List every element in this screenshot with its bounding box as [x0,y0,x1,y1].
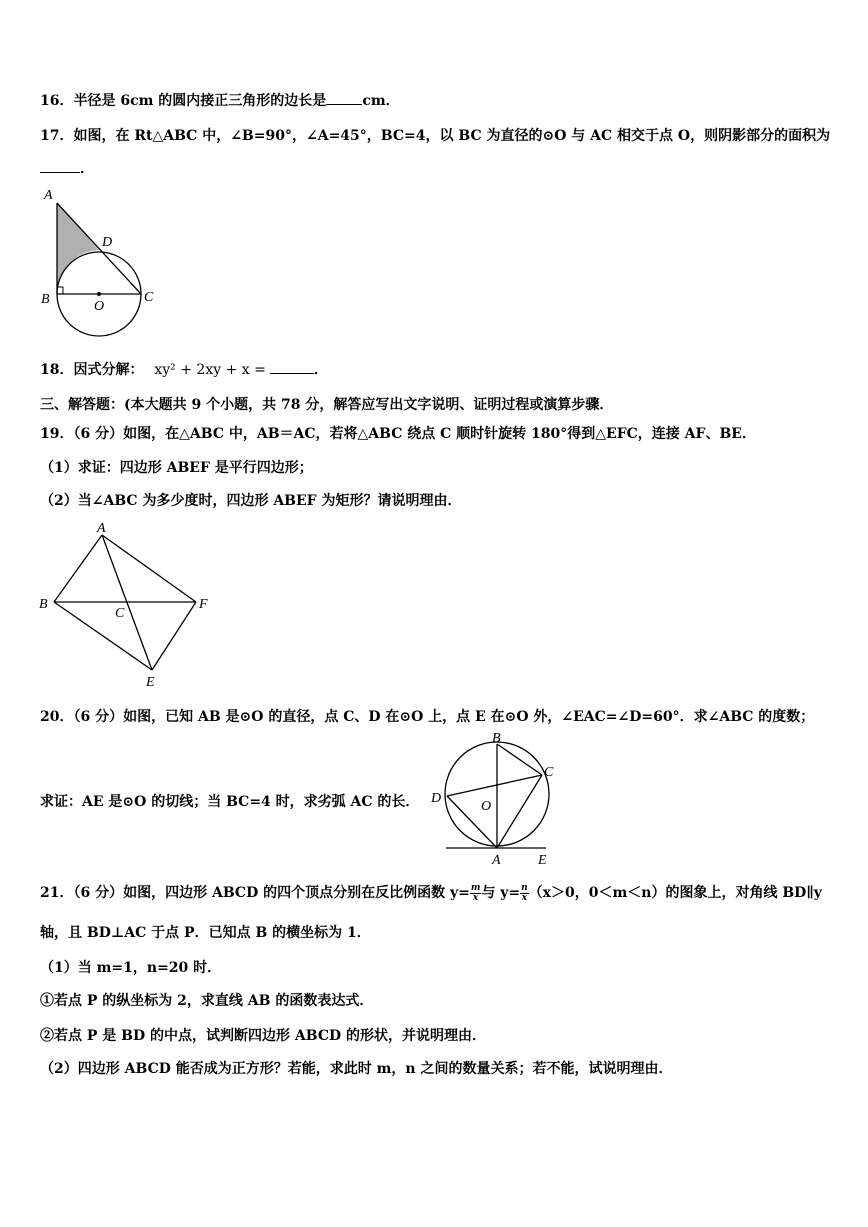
question-19-part1: （1）求证：四边形 ABEF 是平行四边形； [40,460,313,476]
label-b: B [41,292,50,307]
q18-prefix: 18．因式分解： [40,362,144,378]
section-3-heading: 三、解答题：(本大题共 9 个小题，共 78 分，解答应写出文字说明、证明过程或演算步骤． [40,397,614,413]
label-e: E [146,675,155,690]
q21-stem-a: 21．（6 分）如图，四边形 ABCD 的四个顶点分别在反比例函数 y= [40,885,470,901]
q18-suffix: ． [313,362,328,378]
question-20-stem: 20．（6 分）如图，已知 AB 是⊙O 的直径，点 C、D 在⊙O 上，点 E 在⊙O 外，∠EAC=∠D=60°．求∠ABC 的度数； [40,709,815,725]
q21-stem-b: 与 y= [481,885,521,901]
question-19-stem: 19．（6 分）如图，在△ABC 中，AB＝AC，若将△ABC 绕点 C 顺时针旋转 180°得到△EFC，连接 AF、BE． [40,426,756,442]
fraction-n-over-x: $\frac{n}{x}$ [521,882,528,903]
segment-ab [54,535,102,602]
q17-figure [38,183,168,343]
q16-text: 16．半径是 6cm 的圆内接正三角形的边长是 [40,93,327,109]
label-a: A [97,521,106,536]
question-18 [40,359,328,379]
label-c: C [144,290,154,305]
fraction-m-over-x: $\frac{m}{x}$ [470,882,481,903]
label-a: A [492,853,501,868]
label-a: A [44,188,53,203]
label-c: C [115,606,125,621]
label-d: D [102,235,113,250]
segment-dc [447,775,542,796]
q16-blank [326,104,362,105]
label-b: B [492,731,501,746]
label-d: D [431,791,442,806]
question-21-stem [40,882,822,903]
question-21-part1b: ②若点 P 是 BD 的中点，试判断四边形 ABCD 的形状，并说明理由． [40,1028,486,1044]
q18-blank [270,373,314,374]
question-21-part1a: ①若点 P 的纵坐标为 2，求直线 AB 的函数表达式． [40,993,374,1009]
q17-blank [40,172,80,173]
q17-suffix: ． [80,161,94,177]
q19-figure [36,520,221,690]
label-c: C [544,765,554,780]
question-17-line2 [40,158,94,178]
q18-expression: xy² + 2xy + x = [154,362,266,378]
label-o: O [94,299,105,314]
question-20-part1: 求证：AE 是⊙O 的切线；当 BC=4 时，求劣弧 AC 的长． [40,794,420,810]
question-19-part2: （2）当∠ABC 为多少度时，四边形 ABEF 为矩形？请说明理由． [40,493,462,509]
label-e: E [538,853,547,868]
question-21-part2: （2）四边形 ABCD 能否成为正方形？若能，求此时 m，n 之间的数量关系；若不能，试说明理由． [40,1061,673,1077]
q21-stem-c: （x＞0，0＜m＜n）的图象上，对角线 BD∥y [528,885,822,901]
question-16 [40,90,400,110]
label-o: O [481,799,492,814]
question-17-line1: 17．如图，在 Rt△ABC 中，∠B=90°，∠A=45°，BC=4，以 BC 为直径的⊙O 与 AC 相交于点 O，则阴影部分的面积为 [40,128,831,144]
segment-af [102,535,196,602]
segment-fe [152,602,196,670]
label-b: B [39,597,48,612]
q16-suffix: cm． [362,93,400,109]
center-dot [97,292,101,296]
segment-ca [497,775,542,848]
shaded-region [57,203,99,294]
question-21-part1: （1）当 m=1，n=20 时． [40,960,222,976]
label-f: F [199,597,208,612]
question-21-line2: 轴，且 BD⊥AC 于点 P．已知点 B 的横坐标为 1． [40,925,371,941]
segment-be [54,602,152,670]
q20-figure [428,730,563,870]
